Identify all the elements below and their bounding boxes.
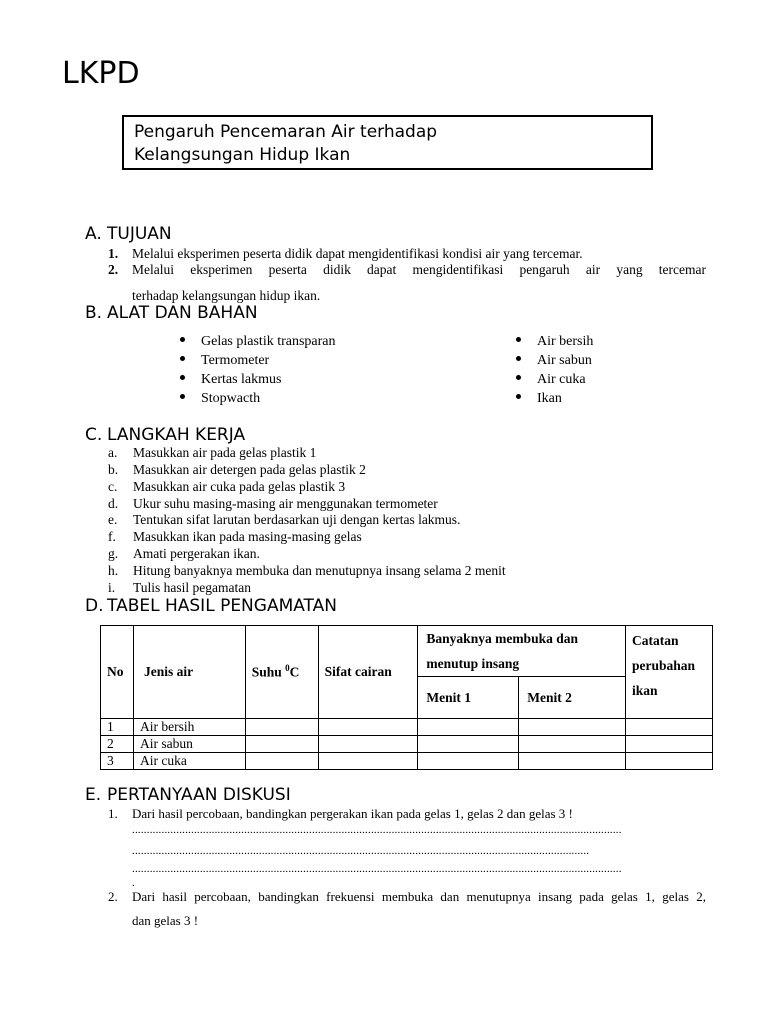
title-box bbox=[122, 115, 653, 170]
cell-catatan bbox=[626, 719, 713, 736]
section-letter: A. bbox=[85, 224, 102, 244]
item-text: Air bersih bbox=[537, 334, 594, 349]
table-row bbox=[101, 719, 713, 736]
header-suhu-degree: 0 bbox=[285, 663, 290, 674]
bullet-icon bbox=[516, 337, 521, 342]
section-title: PERTANYAAN DISKUSI bbox=[107, 785, 291, 805]
header-menit-2: Menit 2 bbox=[519, 677, 626, 719]
header-no: No bbox=[101, 626, 134, 719]
item-text: Amati pergerakan ikan. bbox=[133, 546, 260, 561]
title-line-2: Kelangsungan Hidup Ikan bbox=[134, 145, 351, 165]
cell-catatan bbox=[626, 753, 713, 770]
item-marker: b. bbox=[108, 462, 119, 477]
header-banyaknya-line-1: Banyaknya membuka dan bbox=[426, 631, 578, 646]
header-menit-1: Menit 1 bbox=[418, 677, 519, 719]
question-text: Dari hasil percobaan, bandingkan pergerakan ikan pada gelas 1, gelas 2 dan gelas 3 ! bbox=[132, 806, 573, 821]
cell-no: 1 bbox=[101, 719, 134, 736]
item-text: Air sabun bbox=[537, 353, 592, 368]
cell-sifat bbox=[318, 753, 418, 770]
list-item bbox=[108, 262, 706, 280]
item-marker: d. bbox=[108, 496, 119, 511]
item-text-continued: terhadap kelangsungan hidup ikan. bbox=[132, 288, 321, 303]
list-item bbox=[108, 512, 460, 528]
item-text: Kertas lakmus bbox=[201, 372, 282, 387]
question-item bbox=[108, 806, 573, 822]
item-marker: f. bbox=[108, 529, 116, 544]
item-text: Air cuka bbox=[537, 372, 586, 387]
bullet-icon bbox=[180, 375, 185, 380]
cell-menit-1 bbox=[418, 753, 519, 770]
question-number: 2. bbox=[108, 889, 118, 904]
section-title: LANGKAH KERJA bbox=[107, 425, 246, 445]
cell-no: 3 bbox=[101, 753, 134, 770]
item-text: Hitung banyaknya membuka dan menutupnya insang selama 2 menit bbox=[133, 563, 506, 578]
list-item bbox=[516, 334, 593, 350]
header-catatan-line-3: ikan bbox=[632, 683, 658, 698]
item-text: Tentukan sifat larutan berdasarkan uji dengan kertas lakmus. bbox=[133, 512, 461, 527]
cell-catatan bbox=[626, 736, 713, 753]
cell-suhu bbox=[245, 736, 318, 753]
list-item bbox=[108, 496, 438, 512]
section-title: TUJUAN bbox=[107, 224, 172, 244]
observation-table bbox=[100, 625, 713, 770]
section-heading-tabel bbox=[85, 596, 337, 616]
item-marker: c. bbox=[108, 479, 118, 494]
answer-line-4: . bbox=[132, 877, 135, 889]
item-number: 1. bbox=[108, 246, 119, 261]
cell-sifat bbox=[318, 736, 418, 753]
cell-no: 2 bbox=[101, 736, 134, 753]
list-item bbox=[108, 445, 316, 461]
question-number: 1. bbox=[108, 806, 118, 821]
item-number: 2. bbox=[108, 262, 119, 277]
item-text: Masukkan air cuka pada gelas plastik 3 bbox=[133, 479, 346, 494]
list-item bbox=[108, 529, 362, 545]
item-text: Tulis hasil pegamatan bbox=[133, 580, 251, 595]
list-item bbox=[180, 353, 269, 369]
bullet-icon bbox=[516, 356, 521, 361]
section-letter: E. bbox=[85, 785, 102, 805]
bullet-icon bbox=[516, 375, 521, 380]
table-row bbox=[101, 753, 713, 770]
cell-jenis-air: Air cuka bbox=[133, 753, 245, 770]
cell-jenis-air: Air bersih bbox=[133, 719, 245, 736]
section-title: ALAT DAN BAHAN bbox=[107, 303, 258, 323]
header-suhu-text: Suhu bbox=[251, 664, 282, 680]
list-item bbox=[516, 353, 592, 369]
cell-suhu bbox=[245, 753, 318, 770]
list-item bbox=[180, 391, 260, 407]
title-line-1: Pengaruh Pencemaran Air terhadap bbox=[134, 122, 438, 142]
section-letter: D. bbox=[85, 596, 104, 616]
item-text: Gelas plastik transparan bbox=[201, 334, 336, 349]
item-marker: a. bbox=[108, 445, 118, 460]
cell-menit-1 bbox=[418, 736, 519, 753]
answer-line-1: ...................................................................................................................................................................... bbox=[132, 824, 622, 836]
answer-line-2: ........................................................................................................................................................... bbox=[132, 845, 590, 857]
list-item bbox=[180, 372, 281, 388]
header-jenis-air: Jenis air bbox=[133, 626, 245, 719]
section-letter: C. bbox=[85, 425, 103, 445]
cell-sifat bbox=[318, 719, 418, 736]
header-catatan bbox=[626, 626, 713, 719]
section-heading-alat-bahan bbox=[85, 303, 258, 323]
bullet-icon bbox=[516, 394, 521, 399]
cell-suhu bbox=[245, 719, 318, 736]
question-text: Dari hasil percobaan, bandingkan frekuensi membuka dan menutupnya insang pada gelas 1, gelas 2, bbox=[132, 889, 706, 904]
cell-menit-2 bbox=[519, 736, 626, 753]
list-item bbox=[180, 334, 336, 350]
bullet-icon bbox=[180, 394, 185, 399]
list-item bbox=[516, 391, 562, 407]
cell-menit-1 bbox=[418, 719, 519, 736]
item-text: Ukur suhu masing-masing air menggunakan termometer bbox=[133, 496, 438, 511]
cell-menit-2 bbox=[519, 719, 626, 736]
item-marker: h. bbox=[108, 563, 119, 578]
table-row bbox=[101, 736, 713, 753]
header-banyaknya bbox=[418, 626, 626, 677]
item-marker: i. bbox=[108, 580, 116, 595]
bullet-icon bbox=[180, 337, 185, 342]
item-text: Stopwacth bbox=[201, 391, 261, 406]
section-letter: B. bbox=[85, 303, 103, 323]
header-sifat-cairan: Sifat cairan bbox=[318, 626, 418, 719]
section-heading-tujuan bbox=[85, 224, 172, 244]
header-suhu bbox=[245, 626, 318, 719]
item-text: Ikan bbox=[537, 391, 562, 406]
cell-jenis-air: Air sabun bbox=[133, 736, 245, 753]
item-text: Melalui eksperimen peserta didik dapat mengidentifikasi pengaruh air yang tercemar bbox=[132, 262, 706, 277]
item-marker: e. bbox=[108, 512, 118, 527]
header-banyaknya-line-2: menutup insang bbox=[426, 656, 520, 671]
header-suhu-unit: C bbox=[289, 664, 300, 680]
section-title: TABEL HASIL PENGAMATAN bbox=[107, 596, 337, 616]
answer-line-3: ...................................................................................................................................................................... bbox=[132, 863, 622, 875]
item-text: Masukkan air detergen pada gelas plastik 2 bbox=[133, 462, 366, 477]
item-text: Termometer bbox=[201, 353, 270, 368]
list-item bbox=[516, 372, 586, 388]
list-item bbox=[108, 479, 345, 495]
header-catatan-line-2: perubahan bbox=[632, 658, 696, 673]
document-label: LKPD bbox=[62, 56, 140, 91]
bullet-icon bbox=[180, 356, 185, 361]
item-marker: g. bbox=[108, 546, 119, 561]
list-item bbox=[108, 580, 251, 596]
list-item bbox=[108, 563, 506, 579]
list-item bbox=[108, 462, 366, 478]
item-text: Masukkan air pada gelas plastik 1 bbox=[133, 445, 317, 460]
list-item bbox=[108, 546, 260, 562]
cell-menit-2 bbox=[519, 753, 626, 770]
section-heading-pertanyaan bbox=[85, 785, 291, 805]
item-text: Masukkan ikan pada masing-masing gelas bbox=[133, 529, 362, 544]
section-heading-langkah-kerja bbox=[85, 425, 245, 445]
question-text-continued: dan gelas 3 ! bbox=[132, 913, 199, 928]
header-catatan-line-1: Catatan bbox=[632, 633, 679, 648]
item-text: Melalui eksperimen peserta didik dapat mengidentifikasi kondisi air yang tercemar. bbox=[132, 246, 583, 261]
